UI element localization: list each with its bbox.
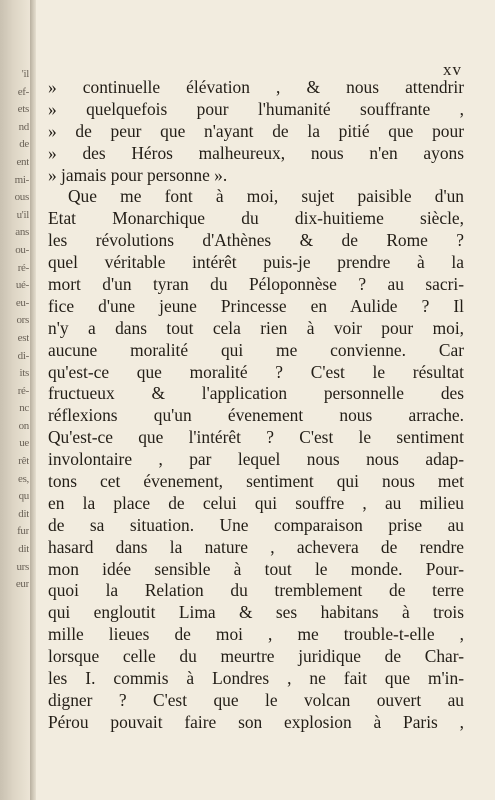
previous-page-fragment: di- — [17, 349, 29, 362]
previous-page-fragment: on — [18, 419, 29, 432]
previous-page-fragment: eur — [15, 578, 29, 591]
text-line: » jamais pour personne ». — [48, 164, 228, 185]
text-line: réflexions qu'un évenement nous arrache. — [48, 405, 464, 426]
text-line: » quelquefois pour l'humanité souffrante , — [48, 98, 464, 119]
previous-page-fragment: mi- — [14, 173, 29, 186]
text-line: mon idée sensible à tout le monde. Pour- — [48, 558, 464, 579]
previous-page-fragment: rêt — [18, 455, 29, 468]
previous-page-fragment: est — [17, 331, 29, 344]
text-line: les I. commis à Londres , ne fait que m'in- — [48, 668, 464, 689]
previous-page-fragment: de — [19, 138, 29, 151]
previous-page-fragment: eu- — [15, 296, 29, 309]
previous-page-fragment: qu — [18, 490, 29, 503]
text-line: digner ? C'est que le volcan ouvert au — [48, 689, 464, 710]
text-line: de sa situation. Une comparaison prise au — [48, 514, 464, 535]
text-line: qu'est-ce que moralité ? C'est le résultat — [48, 361, 464, 382]
previous-page-fragment: u'il — [16, 208, 29, 221]
previous-page-fragment: ré- — [17, 384, 29, 397]
text-line: » continuelle élévation , & nous attendrir — [48, 77, 464, 97]
previous-page-fragment: its — [19, 367, 29, 380]
text-line: les révolutions d'Athènes & de Rome ? — [48, 230, 464, 251]
text-line: hasard dans la nature , achevera de rendre — [48, 536, 464, 557]
text-line: fructueux & l'application personnelle des — [48, 383, 464, 404]
text-line: lorsque celle du meurtre juridique de Char- — [48, 646, 464, 667]
previous-page-fragment: ors — [16, 314, 29, 327]
previous-page-fragment: nd — [18, 120, 29, 133]
text-line: Pérou pouvait faire son explosion à Paris , — [48, 711, 464, 732]
page-number: xv — [443, 60, 462, 79]
page-fold-shadow — [30, 0, 36, 800]
previous-page-fragment: ent — [16, 155, 29, 168]
text-line: Etat Monarchique du dix-huitieme siècle, — [48, 208, 464, 229]
previous-page-fragment: es, — [17, 472, 29, 485]
previous-page-fragment: ou- — [15, 243, 29, 256]
text-line: » des Héros malheureux, nous n'en ayons — [48, 142, 464, 163]
text-line: Que me font à moi, sujet paisible d'un — [68, 186, 464, 207]
text-line: aucune moralité qui me convienne. Car — [48, 339, 464, 360]
previous-page-fragment: ué- — [15, 279, 29, 292]
text-line: tons cet évenement, sentiment qui nous met — [48, 471, 464, 492]
previous-page-fragment: ets — [17, 103, 29, 116]
body-text — [48, 77, 464, 734]
text-line: Qu'est-ce que l'intérêt ? C'est le sentiment — [48, 427, 464, 448]
text-line: » de peur que n'ayant de la pitié que pour — [48, 120, 464, 141]
previous-page-fragment: 'il — [21, 68, 29, 80]
previous-page-fragment: dit — [18, 507, 29, 520]
previous-page-fragment: ef- — [17, 85, 29, 98]
text-line: qui engloutit Lima & ses habitans à trois — [48, 602, 464, 623]
text-line: quoi la Relation du tremblement de terre — [48, 580, 464, 601]
previous-page-fragment: ans — [15, 226, 29, 239]
previous-page-fragment: nc — [19, 402, 29, 415]
previous-page-fragment: ue — [19, 437, 29, 450]
previous-page-edge — [0, 0, 30, 800]
previous-page-fragment: fur — [17, 525, 29, 538]
previous-page-fragment: ous — [14, 191, 29, 204]
text-line: mille lieues de moi , me trouble-t-elle , — [48, 624, 464, 645]
text-line: n'y a dans tout cela rien à voir pour moi, — [48, 317, 464, 338]
page — [44, 0, 472, 800]
text-line: involontaire , par lequel nous nous adap- — [48, 449, 464, 470]
text-line: quel véritable intérêt puis-je prendre à la — [48, 252, 464, 273]
previous-page-fragment: dit — [18, 543, 29, 556]
text-line: fice d'une jeune Princesse en Aulide ? Il — [48, 295, 464, 316]
previous-page-fragment: ré- — [17, 261, 29, 274]
text-line: en la place de celui qui souffre , au milieu — [48, 492, 464, 513]
previous-page-fragments — [1, 66, 29, 594]
previous-page-fragment: urs — [16, 560, 29, 573]
text-line: mort d'un tyran du Péloponnèse ? au sacri- — [48, 274, 464, 295]
